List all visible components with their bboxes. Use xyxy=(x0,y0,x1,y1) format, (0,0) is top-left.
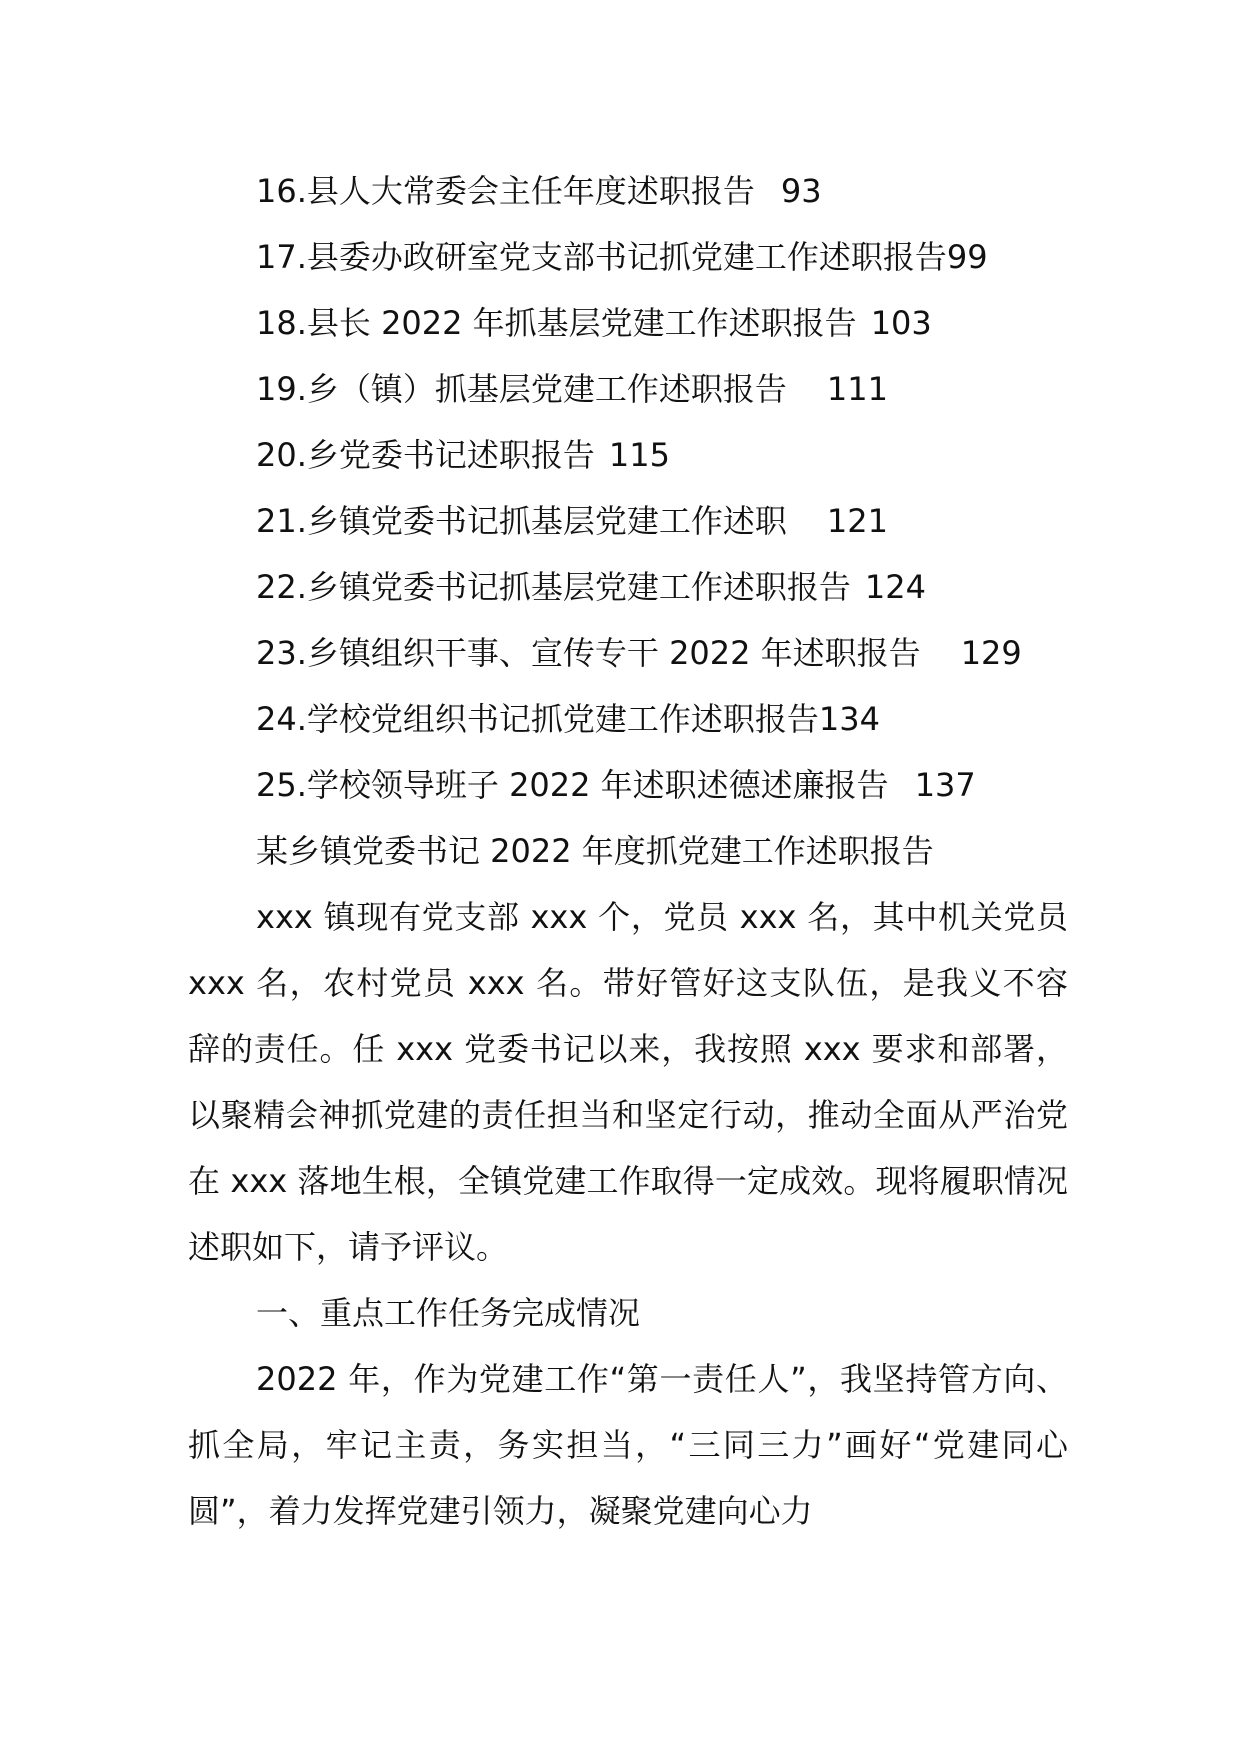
document-title: 某乡镇党委书记 2022 年度抓党建工作述职报告 xyxy=(256,832,934,870)
toc-entry-title: 25.学校领导班子 2022 年述职述德述廉报告 xyxy=(256,766,889,804)
intro-paragraph: xxx 镇现有党支部 xxx 个，党员 xxx 名，其中机关党员 xxx 名，农村党员 xxx 名。带好管好这支队伍，是我义不容辞的责任。任 xxx 党委书记以来，我按照 xxx 要求和部署，以聚精会神抓党建的责任担当和坚定行动，推动全面从严治党在 xxx 落地生根，全镇党建工作取得一定成效。现将履职情况述职如下，请予评议。 xyxy=(188,898,1068,1266)
toc-entry xyxy=(256,356,1156,422)
toc-entry-page: 115 xyxy=(608,436,670,474)
document-body xyxy=(188,884,1068,1544)
toc-entry-page: 134 xyxy=(818,700,880,738)
toc-entry xyxy=(256,488,1156,554)
toc-entry xyxy=(256,686,1156,752)
toc-entry-page: 137 xyxy=(914,766,976,804)
toc-entry-title: 19.乡（镇）抓基层党建工作述职报告 xyxy=(256,370,787,408)
toc-entry-title: 24.学校党组织书记抓党建工作述职报告 xyxy=(256,700,819,738)
toc-entry-title: 20.乡党委书记述职报告 xyxy=(256,436,595,474)
toc-entry xyxy=(256,422,1156,488)
toc-entry-title: 22.乡镇党委书记抓基层党建工作述职报告 xyxy=(256,568,851,606)
toc-entry-title: 17.县委办政研室党支部书记抓党建工作述职报告 xyxy=(256,238,947,276)
toc-entry-page: 124 xyxy=(864,568,926,606)
toc-entry xyxy=(256,620,1156,686)
toc-entry-page: 111 xyxy=(826,370,888,408)
toc-entry-title: 21.乡镇党委书记抓基层党建工作述职 xyxy=(256,502,787,540)
toc-entry-title: 18.县长 2022 年抓基层党建工作述职报告 xyxy=(256,304,857,342)
toc-entry-title: 16.县人大常委会主任年度述职报告 xyxy=(256,172,755,210)
toc-entry-page: 103 xyxy=(870,304,932,342)
toc-entry-page: 93 xyxy=(780,172,822,210)
toc-entry xyxy=(256,224,1156,290)
toc-entry-page: 121 xyxy=(826,502,888,540)
toc-entry xyxy=(256,158,1156,224)
section-heading: 一、重点工作任务完成情况 xyxy=(256,1294,641,1332)
toc-entry xyxy=(256,290,1156,356)
toc-entry-page: 99 xyxy=(946,238,988,276)
toc-entry xyxy=(256,554,1156,620)
toc-entry-title: 23.乡镇组织干事、宣传专干 2022 年述职报告 xyxy=(256,634,921,672)
toc-entry xyxy=(256,752,1156,818)
section-paragraph: 2022 年，作为党建工作“第一责任人”，我坚持管方向、抓全局，牢记主责，务实担当，“三同三力”画好“党建同心圆”，着力发挥党建引领力，凝聚党建向心力 xyxy=(188,1360,1068,1530)
toc-entry-page: 129 xyxy=(960,634,1022,672)
table-of-contents xyxy=(256,158,1156,818)
